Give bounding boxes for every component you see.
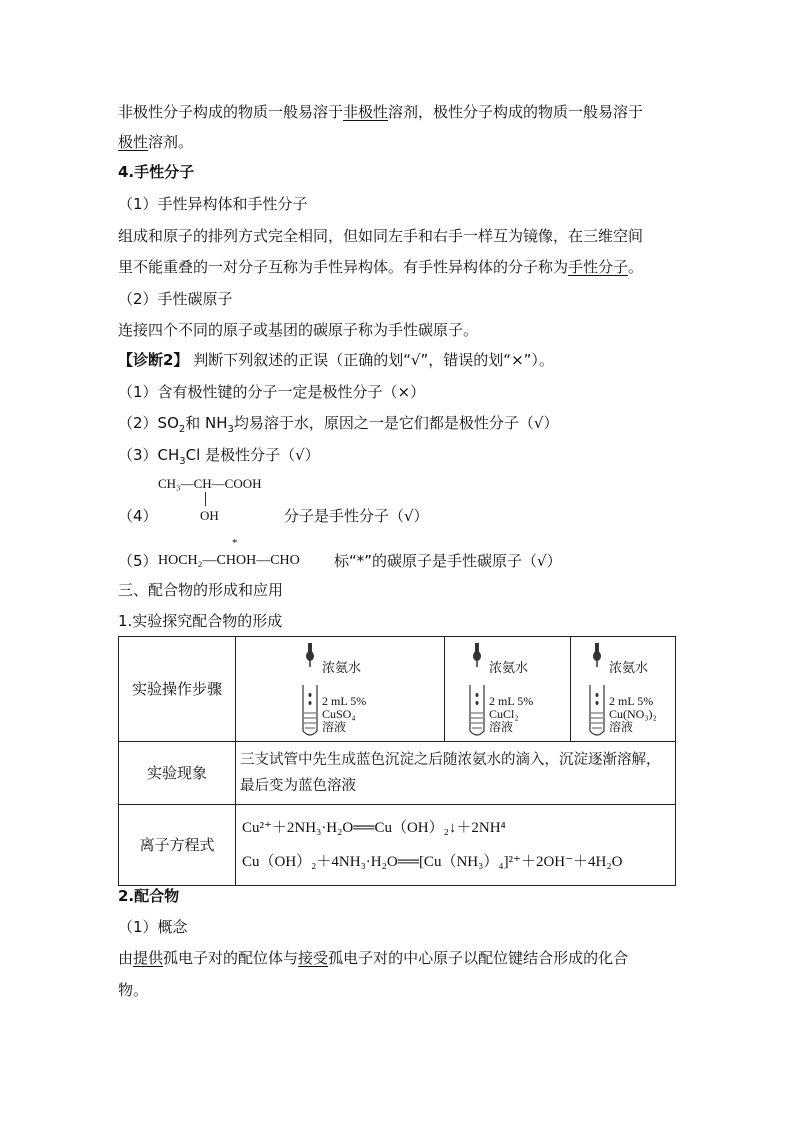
tube-cell-2 [445,637,571,742]
formula-bond-vertical [205,492,206,506]
test-tube-diagram: 浓氨水 2 mL 5% Cu(NO₃)₂ 溶液 [587,643,767,738]
table-row [119,805,676,886]
heading-coordination-compound: 2.配合物 [118,887,180,905]
structural-formula-lactic: CH₃—CH—COOH [158,476,262,491]
row-label-procedure: 实验操作步骤 [119,637,236,742]
paragraph-solubility: 非极性分子构成的物质一般易溶于非极性溶剂，极性分子构成的物质一般易溶于 [118,103,644,121]
equation-1: Cu²⁺＋2NH₃·H₂O══Cu（OH）₂↓＋2NH⁴ [242,820,506,836]
heading-experiment: 1.实验探究配合物的形成 [118,612,283,630]
test-tube-icon [300,643,320,738]
diagnosis-item-3: $(3)CH_3Cl$ 是极性分子（√） [118,446,320,467]
heading-chiral-molecules: 4.手性分子 [118,163,195,181]
diagnosis-heading: 【诊断2】 判断下列叙述的正误（正确的划“√”，错误的划“×”）。 [118,351,554,369]
test-tube-icon [467,643,487,738]
row-label-ionic-equation: 离子方程式 [119,805,236,886]
diagnosis-item-5: 标“*”的碳原子是手性碳原子（√） [334,552,562,570]
structural-formula-oh: OH [200,508,219,523]
diagnosis-item-4: 分子是手性分子（√） [284,507,429,525]
diagnosis-item-1: （1）含有极性键的分子一定是极性分子（×） [118,383,426,401]
structural-formula-glyceraldehyde: HOCH₂—CHOH—CHO [158,553,300,568]
tube-cell-1 [236,637,445,742]
equation-2: Cu（OH）₂＋4NH₃·H₂O══[Cu（NH₃）₄]²⁺＋2OH⁻＋4H₂O [242,854,623,870]
diagnosis-item-2: $(2)SO_2$和 $NH_3$均易溶于水，原因之一是它们都是极性分子（√） [118,414,559,435]
paragraph-chiral-line1: 组成和原子的排列方式完全相同，但如同左手和右手一样互为镜像，在三维空间 [118,227,644,245]
subheading-chiral-isomers: （1）手性异构体和手性分子 [118,195,308,213]
paragraph-chiral-carbon: 连接四个不同的原子或基团的碳原子称为手性碳原子。 [118,321,479,339]
section-heading-coordination: 三、配合物的形成和应用 [118,581,284,599]
diagnosis-item-5-number: （5） [118,552,158,570]
subheading-concept: （1）概念 [118,918,188,936]
experiment-table [118,636,676,886]
ionic-equations [236,805,676,886]
paragraph-chiral-line2: 里不能重叠的一对分子互称为手性异构体。有手性异构体的分子称为手性分子。 [118,258,644,276]
diagnosis-item-4-number: （4） [118,507,158,525]
paragraph-concept: 由提供孤电子对的配位体与接受孤电子对的中心原子以配位键结合形成的化合 [118,949,629,967]
tube-cell-3 [571,637,676,742]
table-row [119,742,676,805]
phenomenon-text: 三支试管中先生成蓝色沉淀之后随浓氨水的滴入，沉淀逐渐溶解， 最后变为蓝色溶液 [236,742,676,805]
table-row [119,637,676,742]
row-label-phenomenon: 实验现象 [119,742,236,805]
test-tube-diagram: 浓氨水 2 mL 5% CuSO₄ 溶液 [300,643,480,738]
paragraph-concept-cont: 物。 [118,981,149,999]
chiral-star-mark: * [232,537,238,549]
test-tube-icon [587,643,607,738]
test-tube-diagram: 浓氨水 2 mL 5% CuCl₂ 溶液 [467,643,647,738]
subheading-chiral-carbon: （2）手性碳原子 [118,290,233,308]
paragraph-solubility-cont: 极性溶剂。 [118,133,194,151]
